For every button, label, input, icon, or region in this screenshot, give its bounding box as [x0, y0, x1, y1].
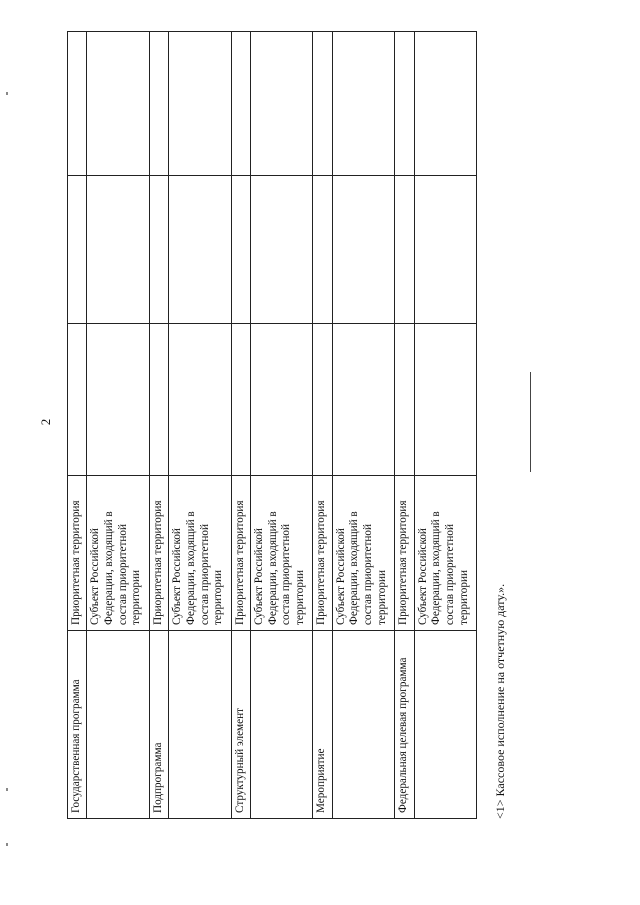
scan-mark	[6, 843, 8, 846]
scan-mark	[6, 788, 8, 791]
empty-cell	[313, 32, 332, 176]
row-level-cell: Субъект Российской Федерации, входящий в состав приоритетной территории	[332, 476, 394, 631]
empty-cell	[395, 32, 414, 176]
empty-cell	[87, 176, 149, 324]
row-level-cell: Приоритетная территория	[68, 476, 87, 631]
empty-cell	[395, 324, 414, 476]
row-level-cell: Приоритетная территория	[231, 476, 250, 631]
row-group-cell	[87, 631, 149, 819]
row-level-cell: Субъект Российской Федерации, входящий в состав приоритетной территории	[251, 476, 313, 631]
empty-cell	[414, 324, 476, 476]
empty-cell	[332, 32, 394, 176]
row-group-cell	[251, 631, 313, 819]
row-level-cell: Субъект Российской Федерации, входящий в состав приоритетной территории	[414, 476, 476, 631]
row-group-cell	[169, 631, 231, 819]
empty-cell	[87, 324, 149, 476]
empty-cell	[332, 176, 394, 324]
table-row	[414, 32, 476, 819]
report-table	[67, 31, 477, 819]
row-level-cell: Субъект Российской Федерации, входящий в состав приоритетной территории	[169, 476, 231, 631]
table-row	[251, 32, 313, 819]
footnote-separator	[530, 372, 531, 472]
table-row	[68, 32, 87, 819]
row-level-cell: Приоритетная территория	[313, 476, 332, 631]
row-group-cell: Структурный элемент	[231, 631, 250, 819]
empty-cell	[395, 176, 414, 324]
empty-cell	[414, 32, 476, 176]
empty-cell	[231, 324, 250, 476]
empty-cell	[251, 176, 313, 324]
rotated-table-wrapper	[67, 32, 477, 819]
empty-cell	[149, 324, 168, 476]
empty-cell	[169, 324, 231, 476]
empty-cell	[313, 176, 332, 324]
table-row	[313, 32, 332, 819]
table-row	[149, 32, 168, 819]
empty-cell	[149, 176, 168, 324]
scan-mark	[6, 92, 8, 95]
table-row	[87, 32, 149, 819]
row-level-cell: Приоритетная территория	[149, 476, 168, 631]
empty-cell	[149, 32, 168, 176]
row-group-cell	[332, 631, 394, 819]
empty-cell	[251, 324, 313, 476]
table-row	[395, 32, 414, 819]
row-group-cell	[414, 631, 476, 819]
empty-cell	[68, 324, 87, 476]
empty-cell	[68, 32, 87, 176]
row-level-cell: Субъект Российской Федерации, входящий в состав приоритетной территории	[87, 476, 149, 631]
empty-cell	[87, 32, 149, 176]
table-row	[332, 32, 394, 819]
empty-cell	[313, 324, 332, 476]
empty-cell	[231, 176, 250, 324]
row-group-cell: Государственная программа	[68, 631, 87, 819]
empty-cell	[231, 32, 250, 176]
row-level-cell: Приоритетная территория	[395, 476, 414, 631]
row-group-cell: Федеральная целевая программа	[395, 631, 414, 819]
empty-cell	[251, 32, 313, 176]
page-number: 2	[38, 418, 53, 426]
empty-cell	[169, 32, 231, 176]
empty-cell	[169, 176, 231, 324]
empty-cell	[68, 176, 87, 324]
empty-cell	[414, 176, 476, 324]
empty-cell	[332, 324, 394, 476]
row-group-cell: Мероприятие	[313, 631, 332, 819]
table-row	[231, 32, 250, 819]
table-row	[169, 32, 231, 819]
row-group-cell: Подпрограмма	[149, 631, 168, 819]
footnote: <1> Кассовое исполнение на отчетную дату.».	[493, 583, 507, 819]
